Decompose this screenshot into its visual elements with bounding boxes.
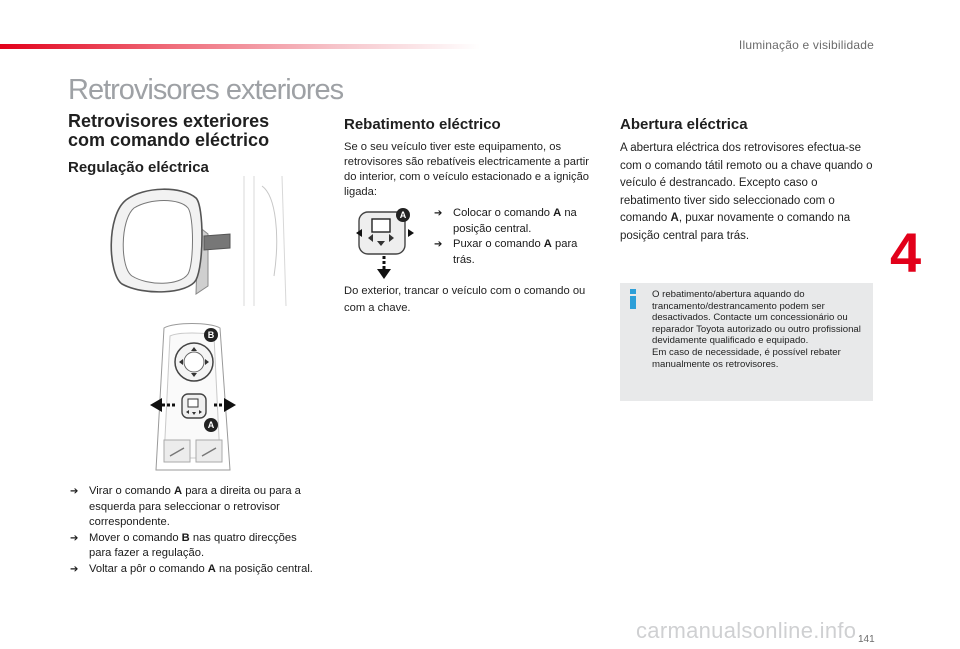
section-heading-rebatimento: Rebatimento eléctrico (344, 116, 501, 133)
rebatimento-note: Do exterior, trancar o veículo com o comando ou com a chave. (344, 285, 586, 314)
section-heading-line1: Retrovisores exteriores (68, 111, 270, 131)
list-item: ➔ Colocar o comando A na posição central. (434, 207, 577, 235)
column-1 (68, 112, 328, 176)
mirror-illustration (104, 176, 290, 306)
label-a-badge: A (204, 418, 218, 432)
page-number: 141 (858, 634, 875, 645)
fold-label-a-badge: A (396, 208, 410, 222)
page-title: Retrovisores exteriores (68, 74, 344, 106)
rebatimento-intro: Se o seu veículo tiver este equipamento, os retrovisores são rebatíveis electricamente a partir do interior, com o veículo estacionado e a ignição ligada: (344, 141, 590, 198)
col2-instruction-list (432, 206, 600, 268)
bullet-arrow-icon: ➔ (434, 239, 443, 250)
section-heading-line2: com comando eléctrico (68, 130, 270, 150)
subheading-regulacao: Regulação eléctrica (68, 159, 209, 176)
abertura-paragraph: A abertura eléctrica dos retrovisores efectua-se com o comando tátil remoto ou a chave quando o veículo é destrancado. Excepto caso o rebatimento tiver sido seleccionado com o comando A, puxar novamente o comando na posição central para trás. (620, 142, 873, 242)
header-accent-bar (0, 44, 480, 49)
info-icon (626, 289, 640, 309)
bullet-arrow-icon: ➔ (70, 532, 79, 544)
rotate-arrows-icon (150, 395, 236, 415)
watermark-text: carmanualsonline.info (636, 618, 857, 643)
list-item: ➔ Puxar o comando A para trás. (434, 238, 578, 266)
chapter-title: Iluminação e visibilidade (738, 38, 874, 52)
section-heading-abertura: Abertura eléctrica (620, 116, 748, 133)
column-3 (620, 116, 876, 245)
bullet-arrow-icon: ➔ (434, 208, 443, 219)
list-item: ➔ Voltar a pôr o comando A na posição central. (68, 562, 320, 578)
info-note-box (620, 283, 873, 401)
bullet-arrow-icon: ➔ (70, 486, 79, 497)
list-item: ➔ Mover o comando B nas quatro direcções para fazer a regulação. (70, 531, 297, 559)
col1-instruction-list (68, 484, 320, 577)
column-2 (344, 116, 600, 200)
info-note-text: O rebatimento/abertura aquando do trancamento/destrancamento podem ser desactivados. Contacte um concessionário ou reparador Toyota autorizado ou outro profissional devidamente qualificado e equipado. Em caso de necessidade, é possível rebater manualmente os retrovisores. (652, 289, 861, 370)
chapter-number: 4 (890, 221, 922, 284)
label-b-badge: B (204, 328, 218, 342)
list-item: ➔ Virar o comando A para a direita ou para a esquerda para seleccionar o retrovisor correspondente. (70, 485, 301, 528)
bullet-arrow-icon: ➔ (70, 563, 79, 575)
